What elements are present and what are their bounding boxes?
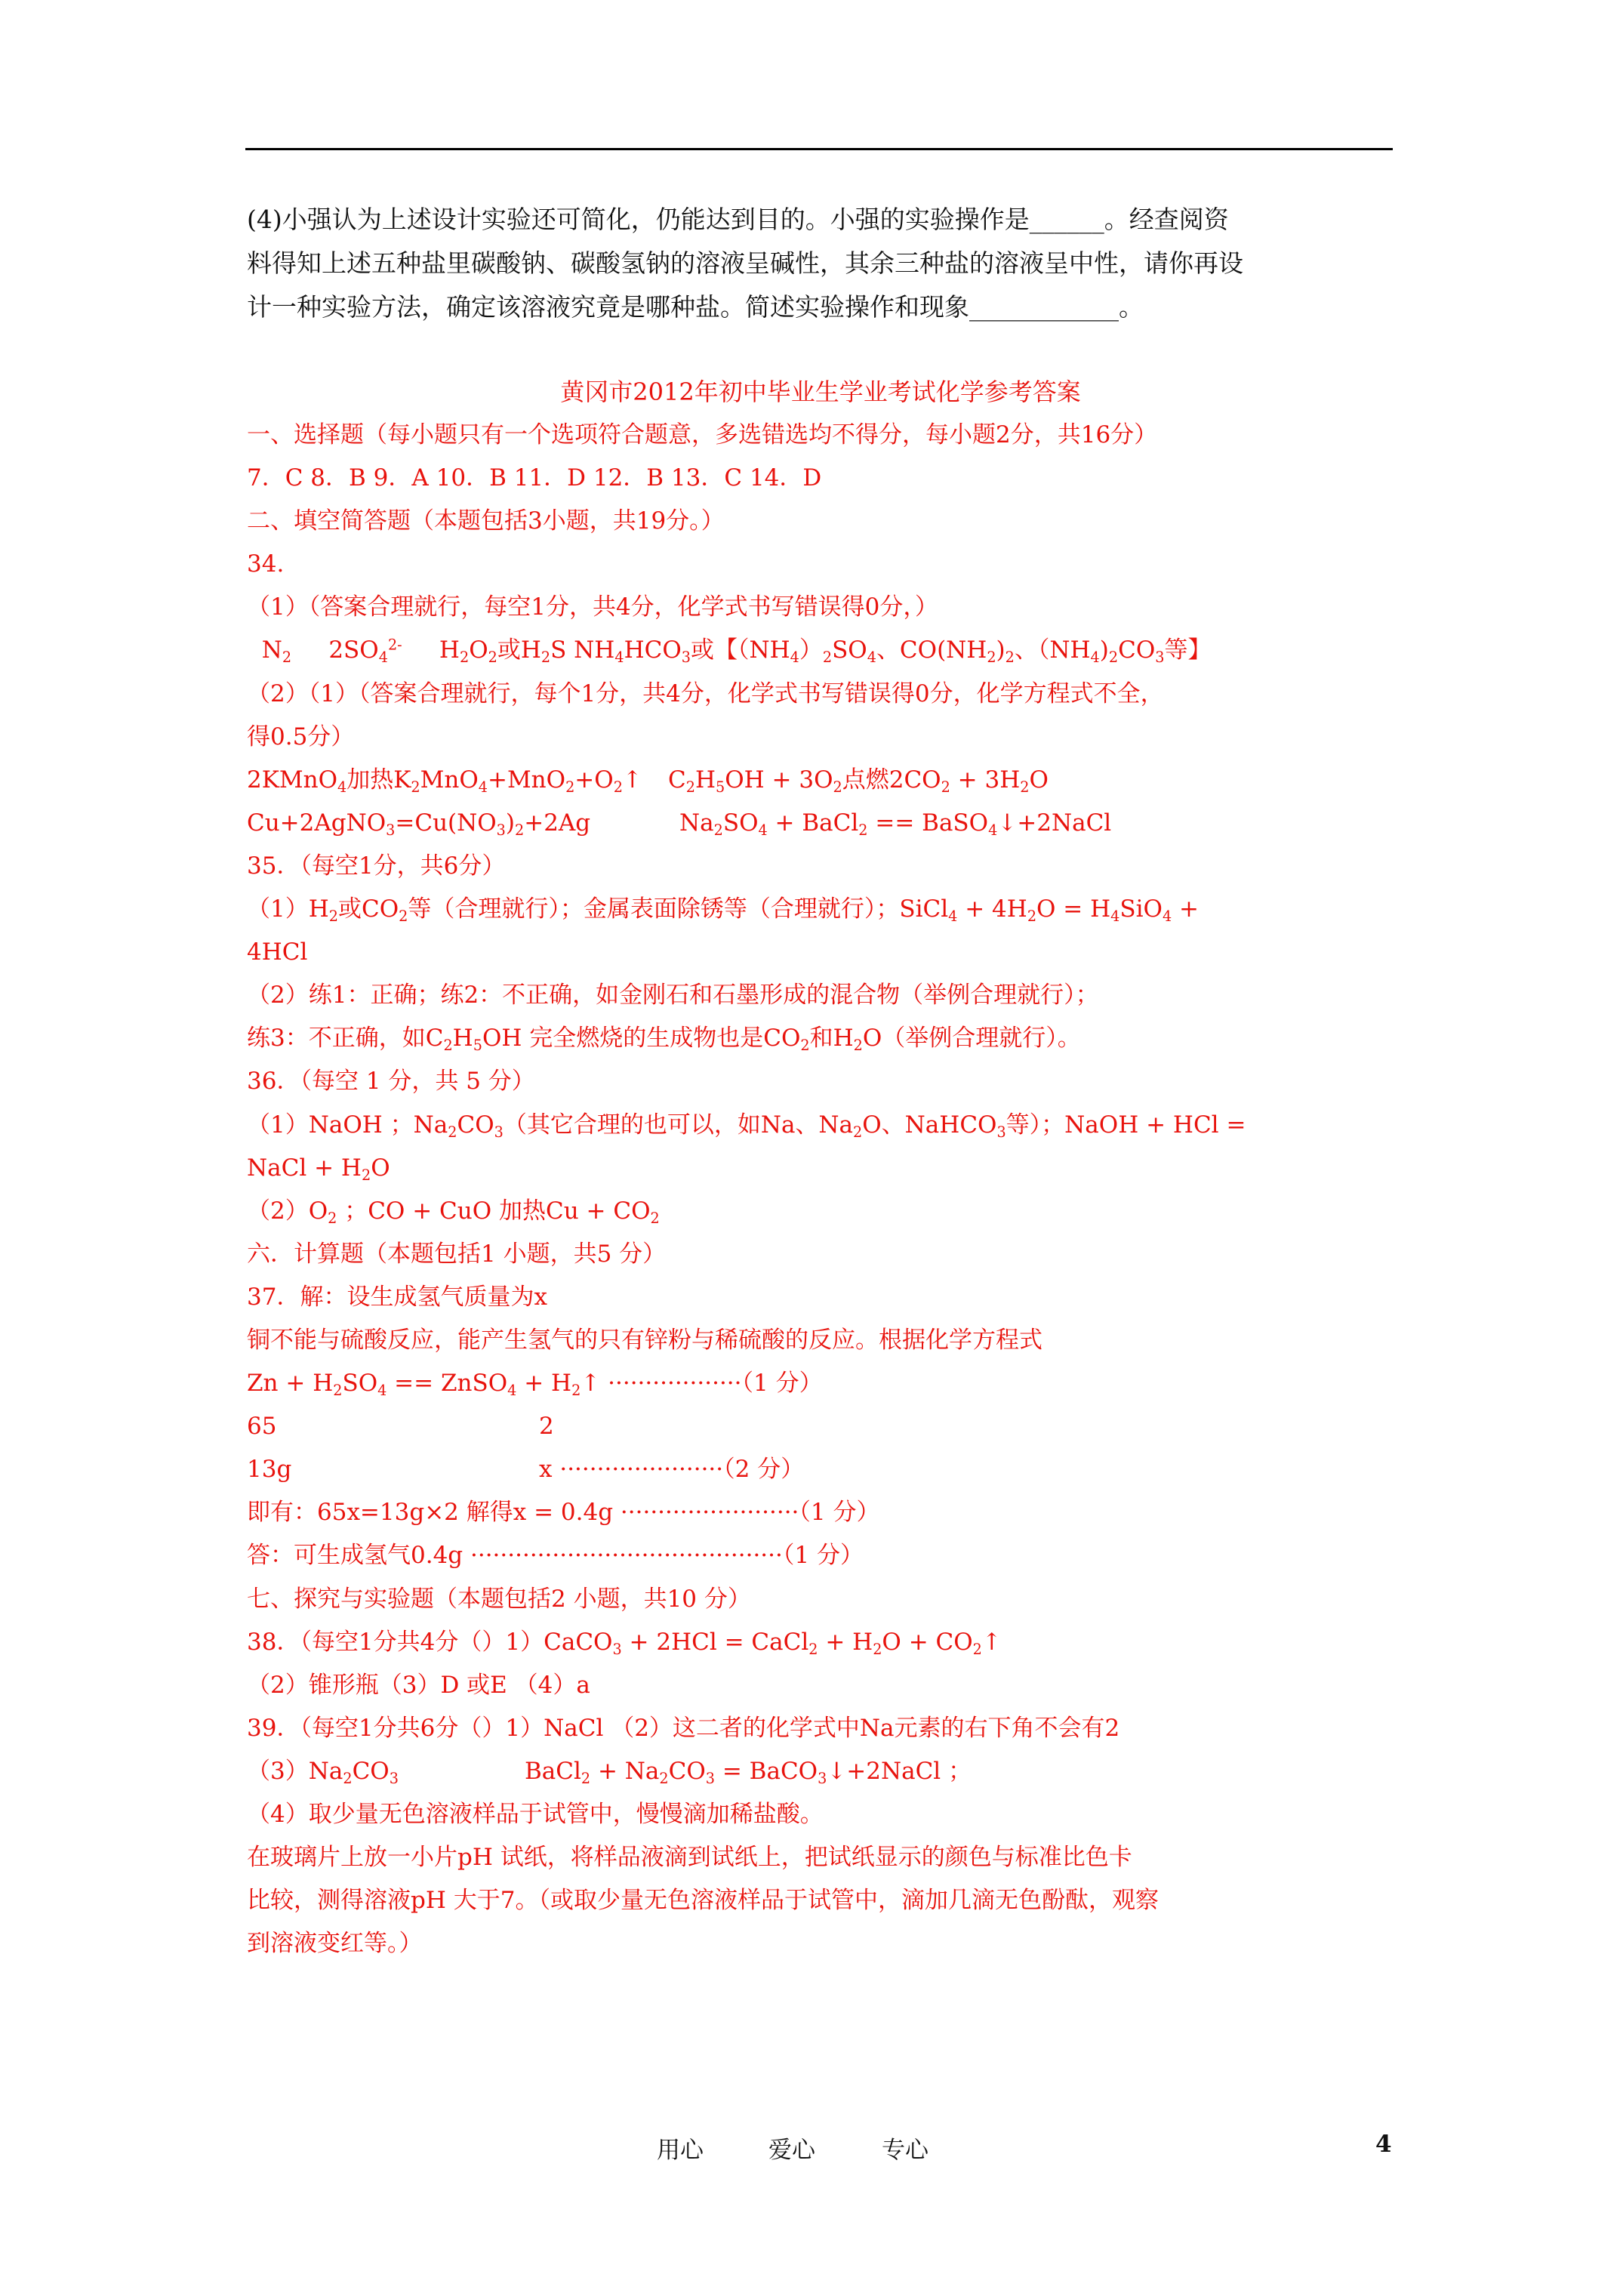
q37-line-2: 铜不能与硫酸反应，能产生氢气的只有锌粉与稀硫酸的反应。根据化学方程式 xyxy=(247,1326,1042,1354)
equation-row-2 xyxy=(247,802,1394,845)
q34-2-note: （2）（1）（答案合理就行，每个1分，共4分，化学式书写错误得0分，化学方程式不全， xyxy=(247,680,1164,707)
equation-bacl2: $Na_2SO_4$ + BaCl$_2$ == BaSO$_4$↓+2NaCl xyxy=(679,809,1112,839)
footer-motto-2: 爱心 xyxy=(768,2137,815,2164)
q39-line-3: （4）取少量无色溶液样品于试管中，慢慢滴加稀盐酸。 xyxy=(247,1801,824,1828)
q35-2: （2）练1：正确；练2：不正确，如金刚石和石墨形成的混合物（举例合理就行）； xyxy=(247,982,1099,1009)
page-number: 4 xyxy=(1375,2131,1392,2158)
q35-heading: 35．（每空1分，共6分） xyxy=(247,852,506,880)
answer-title: 黄冈市2012年初中毕业生学业考试化学参考答案 xyxy=(560,378,1081,406)
q36-1-cont: NaCl + $H_2O$ xyxy=(247,1154,390,1184)
q39-line-4: 在玻璃片上放一小片pH 试纸，将样品液滴到试纸上，把试纸显示的颜色与标准比色卡 xyxy=(247,1844,1132,1872)
answer-key xyxy=(247,414,1394,1965)
question-line: 料得知上述五种盐里碳酸钠、碳酸氢钠的溶液呈碱性，其余三种盐的溶液呈中性，请你再设 xyxy=(247,248,1243,278)
q37-equation: $Zn + H_2SO_4$ == ZnSO$_4$ + $H_2↑ \cdot\cdot\cdot\cdot\cdot\cdot\cdot\cdot\cdot\cdot\cdot\cdot\cdot\cdot\cdot\cdot\cdot\cdot(1$ 分） xyxy=(247,1370,823,1399)
footer-motto-3: 专心 xyxy=(882,2137,929,2164)
q39-line-1: 39．（每空1分共6分（）1）NaCl （2）这二者的化学式中Na元素的右下角不会有2 xyxy=(247,1714,1120,1742)
footer-motto-1: 用心 xyxy=(657,2137,704,2164)
q37-given-zn: 13g xyxy=(247,1456,292,1484)
q37-mass-h2: 2 xyxy=(539,1413,554,1441)
q34-2-note-cont: 得0.5分） xyxy=(247,723,355,750)
header-rule xyxy=(245,148,1393,150)
section-2-heading: 二、填空简答题（本题包括3小题，共19分。） xyxy=(247,507,725,535)
q34-number: 34. xyxy=(247,550,285,578)
q36-2: $(2)O_2$ ；CO + CuO 加热$Cu + CO_2$ xyxy=(247,1197,660,1227)
question-line: (4)小强认为上述设计实验还可简化，仍能达到目的。小强的实验操作是______。经查阅资 xyxy=(247,205,1229,234)
q37-unknown-x: x ······················（2 分） xyxy=(539,1456,805,1484)
section-6-heading: 六．计算题（本题包括1 小题，共5 分） xyxy=(247,1240,667,1268)
equation-agno3: $Cu+2AgNO_3=Cu(NO_3)_2+2Ag$ xyxy=(247,809,591,839)
question-4-block xyxy=(247,198,1394,329)
q39-line-6: 到溶液变红等。） xyxy=(247,1930,423,1958)
q38-line-2: （2）锥形瓶（3）D 或E （4）a xyxy=(247,1671,590,1699)
section-1-heading: 一、选择题（每小题只有一个选项符合题意，多选错选均不得分，每小题2分，共16分） xyxy=(247,421,1158,448)
q38-line-1: 38．（每空1分共4分（）1）CaCO$_3$ + 2HCl = CaCl$_2$ + $H_2O$ + $CO_2↑$ xyxy=(247,1628,1002,1658)
q36-1: （1）NaOH ；$Na_2CO_3$（其它合理的也可以，如Na、$Na_2O$、NaHCO$_3$等）；NaOH + HCl = xyxy=(247,1111,1246,1141)
equation-row-1 xyxy=(247,759,1394,802)
q34-1-note: （1）（答案合理就行，每空1分，共4分，化学式书写错误得0分，） xyxy=(247,593,938,621)
q37-ratio-row-1 xyxy=(247,1405,1394,1448)
q37-answer: 答：可生成氢气0.4g ··········································（1 分） xyxy=(247,1542,864,1570)
equation-kmno4: 2KMnO$_4$加热$K_2MnO_4+MnO_2+O_2↑$ xyxy=(247,766,642,796)
q34-1-answers: $N_2$ $2SO_4^{2-}$ $H_2O_2$或$H_2S$ $NH_4HCO_3$或【$(NH_4)_2SO_4$、$CO(NH_2)_2$、$(NH_4)_2CO_3$等】 xyxy=(247,636,1212,667)
q35-1-cont: 4HCl xyxy=(247,938,308,966)
section-7-heading: 七、探究与实验题（本题包括2 小题，共10 分） xyxy=(247,1585,751,1613)
q35-3: 练3：不正确，如$C_2H_5OH$ 完全燃烧的生成物也是$CO_2$和$H_2O$（举例合理就行）。 xyxy=(247,1025,1081,1055)
q37-mass-zn: 65 xyxy=(247,1413,277,1441)
q35-1: $(1)H_2$或$CO_2$等（合理就行）；金属表面除锈等（合理就行）；SiCl$_4$ + $4H_2O = H_4SiO_4$ + xyxy=(247,895,1200,925)
q37-line-1: 37．解：设生成氢气质量为x xyxy=(247,1283,547,1311)
q37-ratio-row-2 xyxy=(247,1448,1394,1491)
q37-calculation: 即有：65x=13g×2 解得x = 0.4g ························（1 分） xyxy=(247,1499,880,1527)
q39-line-5: 比较，测得溶液pH 大于7。（或取少量无色溶液样品于试管中，滴加几滴无色酚酞，观察 xyxy=(247,1887,1159,1915)
section-1-answers: 7．C 8．B 9．A 10．B 11．D 12．B 13．C 14．D xyxy=(247,464,822,492)
equation-ethanol: $C_2H_5OH + 3O_2$点燃$2CO_2 + 3H_2O$ xyxy=(668,766,1049,796)
question-line: 计一种实验方法，确定该溶液究竟是哪种盐。简述实验操作和现象____________。 xyxy=(247,292,1144,322)
q39-line-2: $(3)Na_2CO_3$ BaCl$_2$ + $Na_2CO_3$ = BaCO$_3$↓+2NaCl ； xyxy=(247,1757,972,1787)
q36-heading: 36．（每空 1 分，共 5 分） xyxy=(247,1068,535,1096)
page-footer xyxy=(0,2131,1623,2168)
